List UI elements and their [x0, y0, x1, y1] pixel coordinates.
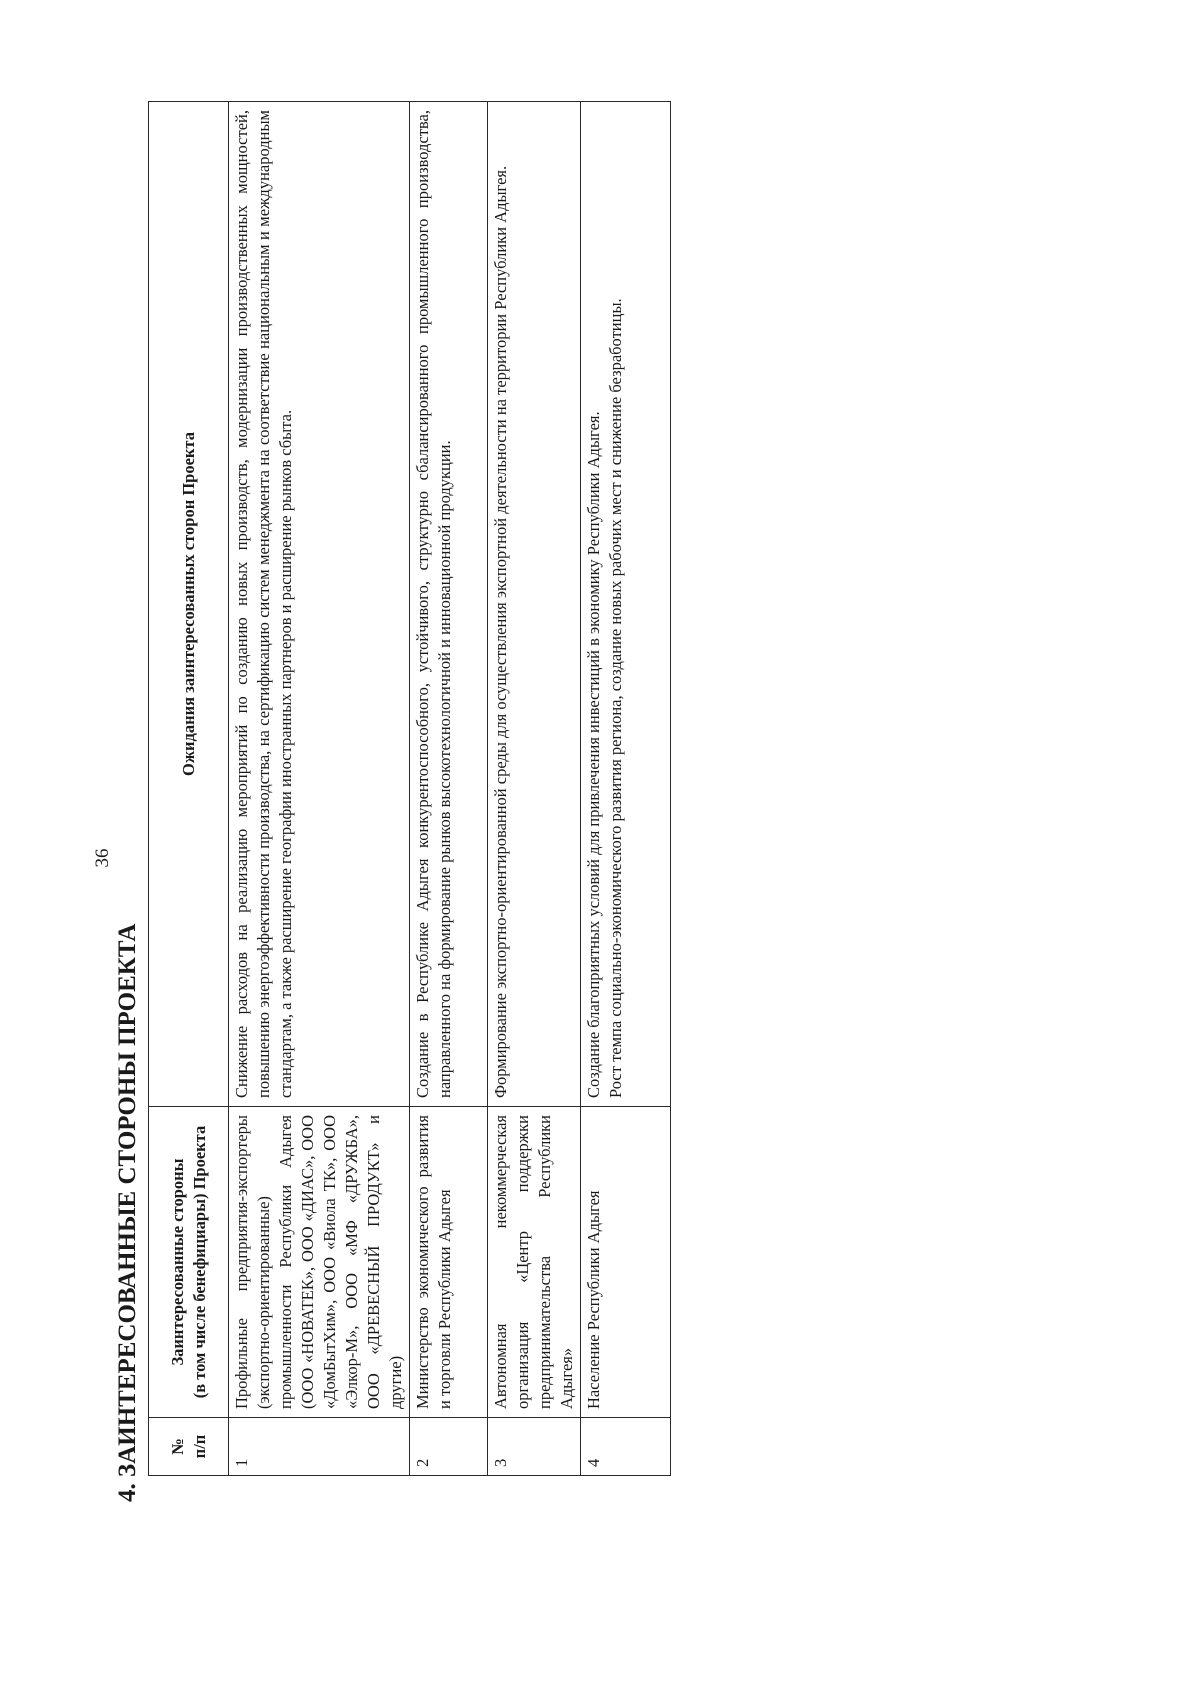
row-2-expectation: Создание в Республике Адыгея конкурентоспособного, устойчивого, структурно сбалансированного промышленного производства, направленного на формирование рынков высокотехнологичной и инновационной продукции. — [410, 102, 488, 1107]
header-stakeholders-line2: (в том числе бенефициары) Проекта — [189, 1125, 209, 1399]
header-num — [149, 1418, 229, 1476]
table-row — [229, 102, 410, 1476]
row-2-num: 2 — [410, 1418, 488, 1476]
table-header-row — [149, 102, 229, 1476]
row-4-num: 4 — [581, 1418, 671, 1476]
row-3-stakeholder: Автономная некоммерческая организация «Центр поддержки предпринимательства Республики Адыгея» — [488, 1107, 581, 1418]
header-stakeholders — [149, 1107, 229, 1418]
table-row — [410, 102, 488, 1476]
row-1-num: 1 — [229, 1418, 410, 1476]
row-3-expectation: Формирование экспортно-ориентированной среды для осуществления экспортной деятельности на территории Республики Адыгея. — [488, 102, 581, 1107]
row-4-stakeholder: Население Республики Адыгея — [581, 1107, 671, 1418]
row-4-expectation — [581, 102, 671, 1107]
section-title: 4. ЗАИНТЕРЕСОВАННЫЕ СТОРОНЫ ПРОЕКТА — [114, 923, 141, 1502]
row-4-expectation-line1: Создание благоприятных условий для привлечения инвестиций в экономику Республики Адыгея. — [584, 411, 603, 1098]
header-stakeholders-line1: Заинтересованные стороны — [167, 1158, 187, 1366]
header-num-line2: п/п — [189, 1434, 209, 1459]
header-num-line1: № — [167, 1438, 187, 1455]
page-number: 36 — [92, 848, 113, 868]
table-row — [581, 102, 671, 1476]
row-3-num: 3 — [488, 1418, 581, 1476]
rotated-page-content — [110, 102, 636, 1502]
row-2-stakeholder: Министерство экономического развития и торговли Республики Адыгея — [410, 1107, 488, 1418]
row-1-stakeholder: Профильные предприятия-экспортеры (экспортно-ориентированные) промышленности Республики Адыгея (ООО «НОВАТЕК», ООО «ДИАС», ООО «ДомБытХим», ООО «Виола ТК», ООО «Элкор-М», ООО «МФ «ДРУЖБА», ООО «ДРЕВЕСНЫЙ ПРОДУКТ» и другие) — [229, 1107, 410, 1418]
row-4-expectation-line2: Рост темпа социально-экономического развития региона, создание новых рабочих мест и снижение безработицы. — [606, 298, 625, 1098]
stakeholders-table — [148, 101, 671, 1476]
row-1-expectation: Снижение расходов на реализацию мероприятий по созданию новых производств, модернизации производственных мощностей, повышению энергоэффективности производства, на сертификацию систем менеджмента на соответствие национальным и международным стандартам, а также расширение географии иностранных партнеров и расширение рынков сбыта. — [229, 102, 410, 1107]
table-row — [488, 102, 581, 1476]
header-expectations: Ожидания заинтересованных сторон Проекта — [149, 102, 229, 1107]
